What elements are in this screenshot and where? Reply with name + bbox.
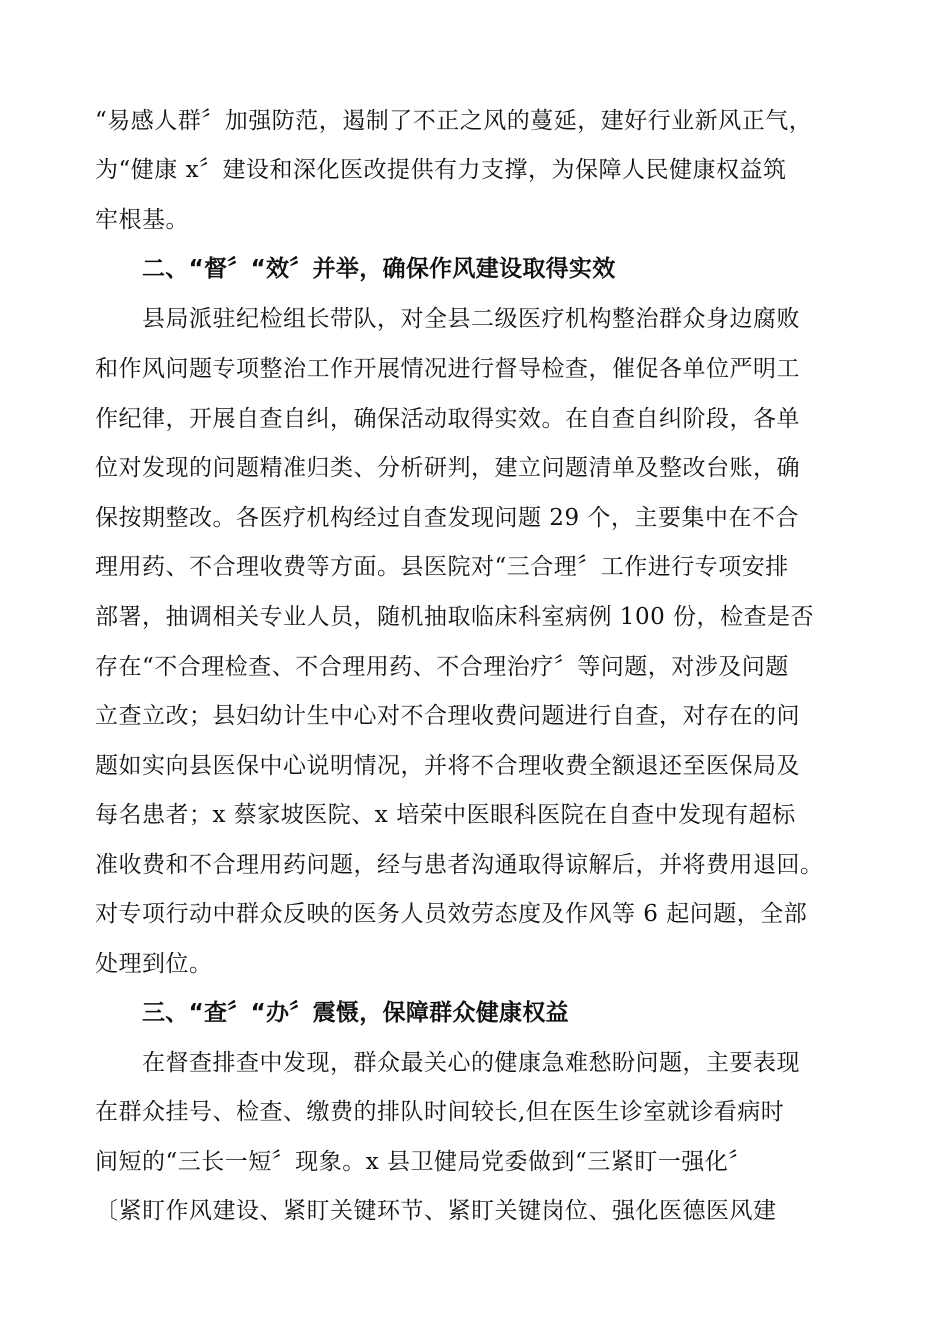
paragraph-2-line-9: 立查立改；县妇幼计生中心对不合理收费问题进行自查，对存在的问	[95, 703, 800, 729]
paragraph-2-line-1: 县局派驻纪检组长带队，对全县二级医疗机构整治群众身边腐败	[142, 306, 800, 332]
paragraph-2-line-13: 对专项行动中群众反映的医务人员效劳态度及作风等 6 起问题，全部	[95, 901, 808, 927]
section-heading-2: 二、“督〞“效〞并举，确保作风建设取得实效	[142, 256, 616, 282]
paragraph-2-line-14: 处理到位。	[95, 951, 213, 977]
paragraph-1-line-1: “易感人群〞加强防范，遏制了不正之风的蔓延，建好行业新风正气，	[95, 108, 813, 134]
paragraph-2-line-8: 存在“不合理检查、不合理用药、不合理治疗〞等问题，对涉及问题	[95, 654, 789, 680]
paragraph-3-line-2: 在群众挂号、检查、缴费的排队时间较长,但在医生诊室就诊看病时	[95, 1099, 785, 1125]
paragraph-2-line-4: 位对发现的问题精准归类、分析研判，建立问题清单及整改台账，确	[95, 455, 800, 481]
paragraph-3-line-4: 〔紧盯作风建设、紧盯关键环节、紧盯关键岗位、强化医德医风建	[95, 1198, 777, 1224]
paragraph-1-line-2: 为“健康 x〞建设和深化医改提供有力支撑，为保障人民健康权益筑	[95, 157, 787, 183]
paragraph-1-line-3: 牢根基。	[95, 207, 189, 233]
paragraph-2-line-2: 和作风问题专项整治工作开展情况进行督导检查，催促各单位严明工	[95, 356, 800, 382]
paragraph-2-line-11: 每名患者；x 蔡家坡医院、x 培荣中医眼科医院在自查中发现有超标	[95, 802, 796, 828]
paragraph-2-line-6: 理用药、不合理收费等方面。县医院对“三合理〞工作进行专项安排	[95, 554, 789, 580]
paragraph-2-line-12: 准收费和不合理用药问题，经与患者沟通取得谅解后，并将费用退回。	[95, 852, 824, 878]
paragraph-2-line-5: 保按期整改。各医疗机构经过自查发现问题 29 个，主要集中在不合	[95, 505, 799, 531]
paragraph-3-line-1: 在督查排查中发现，群众最关心的健康急难愁盼问题，主要表现	[142, 1050, 800, 1076]
section-heading-3: 三、“查〞“办〞震慑，保障群众健康权益	[142, 1000, 569, 1026]
paragraph-2-line-3: 作纪律，开展自查自纠，确保活动取得实效。在自查自纠阶段，各单	[95, 406, 800, 432]
paragraph-3-line-3: 间短的“三长一短〞现象。x 县卫健局党委做到“三紧盯一强化〞	[95, 1149, 752, 1175]
paragraph-2-line-7: 部署，抽调相关专业人员，随机抽取临床科室病例 100 份，检查是否	[95, 604, 815, 630]
paragraph-2-line-10: 题如实向县医保中心说明情况，并将不合理收费全额退还至医保局及	[95, 753, 800, 779]
